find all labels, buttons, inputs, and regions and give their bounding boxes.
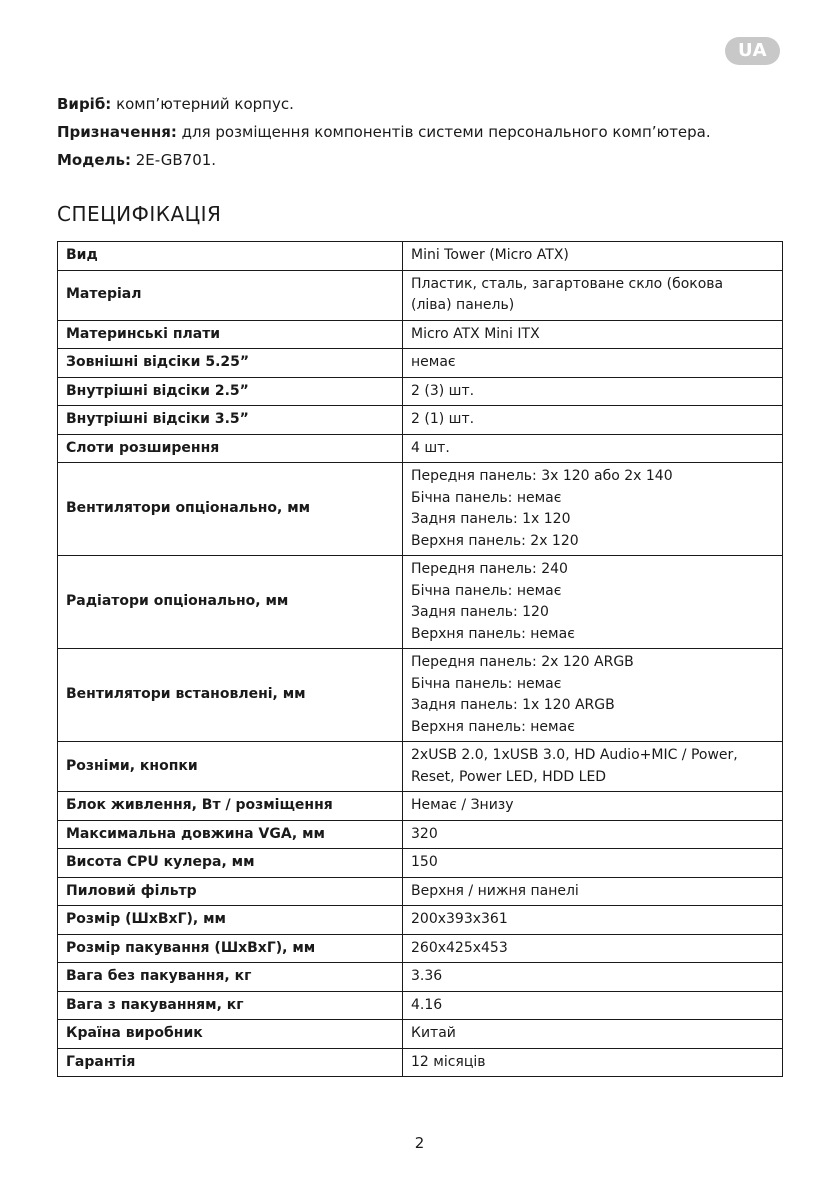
spec-key: Пиловий фільтр (58, 877, 403, 906)
table-row (58, 349, 783, 378)
table-row (58, 877, 783, 906)
spec-key: Країна виробник (58, 1020, 403, 1049)
table-row (58, 1048, 783, 1077)
spec-table-body (58, 242, 783, 1077)
table-row (58, 792, 783, 821)
spec-key: Максимальна довжина VGA, мм (58, 820, 403, 849)
spec-key: Слоти розширення (58, 434, 403, 463)
intro-purpose (57, 118, 797, 146)
spec-value: 2 (1) шт. (403, 406, 783, 435)
spec-value: 200x393x361 (403, 906, 783, 935)
table-row (58, 742, 783, 792)
spec-value: Передня панель: 240 Бічна панель: немає Задня панель: 120 Верхня панель: немає (403, 556, 783, 649)
spec-key: Вентилятори опціонально, мм (58, 463, 403, 556)
spec-table (57, 241, 783, 1077)
spec-key: Внутрішні відсіки 3.5” (58, 406, 403, 435)
table-row (58, 556, 783, 649)
spec-key: Радіатори опціонально, мм (58, 556, 403, 649)
table-row (58, 991, 783, 1020)
spec-key: Розмір пакування (ШxВxГ), мм (58, 934, 403, 963)
spec-value: немає (403, 349, 783, 378)
page-number: 2 (414, 1134, 425, 1152)
table-row (58, 820, 783, 849)
table-row (58, 270, 783, 320)
table-row (58, 406, 783, 435)
intro-label: Виріб: (57, 95, 112, 113)
table-row (58, 906, 783, 935)
spec-value: 4.16 (403, 991, 783, 1020)
table-row (58, 849, 783, 878)
spec-value: Немає / Знизу (403, 792, 783, 821)
spec-key: Материнські плати (58, 320, 403, 349)
spec-key: Розмір (ШxВxГ), мм (58, 906, 403, 935)
spec-value: Передня панель: 3x 120 або 2x 140 Бічна панель: немає Задня панель: 1x 120 Верхня панель: 2x 120 (403, 463, 783, 556)
spec-key: Блок живлення, Вт / розміщення (58, 792, 403, 821)
spec-key: Вентилятори встановлені, мм (58, 649, 403, 742)
spec-key: Внутрішні відсіки 2.5” (58, 377, 403, 406)
spec-key: Висота CPU кулера, мм (58, 849, 403, 878)
spec-key: Матеріал (58, 270, 403, 320)
spec-value: Передня панель: 2x 120 ARGB Бічна панель: немає Задня панель: 1x 120 ARGB Верхня панель: немає (403, 649, 783, 742)
table-row (58, 377, 783, 406)
table-row (58, 242, 783, 271)
spec-value: Mini Tower (Micro ATX) (403, 242, 783, 271)
spec-key: Вага з пакуванням, кг (58, 991, 403, 1020)
table-row (58, 434, 783, 463)
language-badge: UA (725, 37, 780, 65)
spec-key: Вага без пакування, кг (58, 963, 403, 992)
spec-key: Вид (58, 242, 403, 271)
table-row (58, 934, 783, 963)
spec-value: 12 місяців (403, 1048, 783, 1077)
intro-value: комп’ютерний корпус. (111, 95, 294, 113)
table-row (58, 320, 783, 349)
intro-label: Модель: (57, 151, 131, 169)
table-row (58, 963, 783, 992)
spec-value: 150 (403, 849, 783, 878)
spec-value: Китай (403, 1020, 783, 1049)
spec-value: Пластик, сталь, загартоване скло (бокова (ліва) панель) (403, 270, 783, 320)
spec-value: 260x425x453 (403, 934, 783, 963)
intro-value: 2E-GB701. (131, 151, 217, 169)
spec-key: Розніми, кнопки (58, 742, 403, 792)
spec-key: Гарантія (58, 1048, 403, 1077)
table-row (58, 463, 783, 556)
spec-value: 2xUSB 2.0, 1xUSB 3.0, HD Audio+MIC / Power, Reset, Power LED, HDD LED (403, 742, 783, 792)
spec-value: 2 (3) шт. (403, 377, 783, 406)
spec-value: 320 (403, 820, 783, 849)
table-row (58, 649, 783, 742)
intro-label: Призначення: (57, 123, 177, 141)
intro-model (57, 146, 797, 174)
spec-value: 4 шт. (403, 434, 783, 463)
spec-value: Верхня / нижня панелі (403, 877, 783, 906)
intro-value: для розміщення компонентів системи персонального комп’ютера. (176, 123, 711, 141)
product-intro (57, 90, 797, 174)
spec-value: 3.36 (403, 963, 783, 992)
intro-product (57, 90, 797, 118)
section-title: СПЕЦИФІКАЦІЯ (57, 202, 222, 226)
spec-value: Micro ATX Mini ITX (403, 320, 783, 349)
spec-key: Зовнішні відсіки 5.25” (58, 349, 403, 378)
table-row (58, 1020, 783, 1049)
